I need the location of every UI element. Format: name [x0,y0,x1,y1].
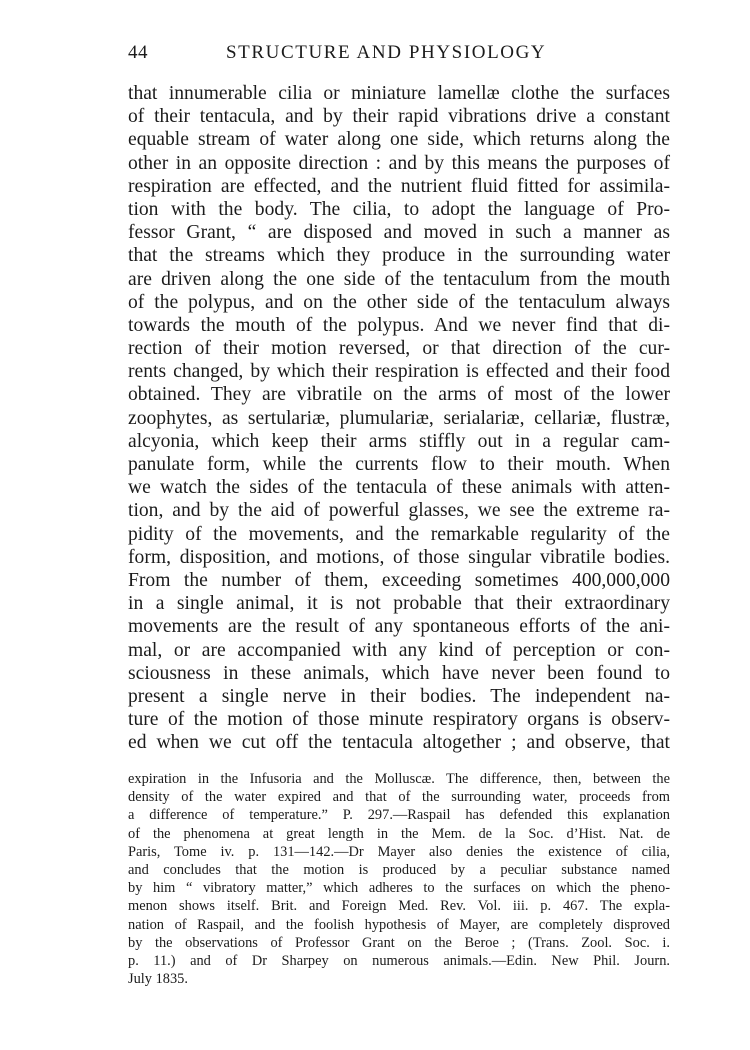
text-line: we watch the sides of the tentacula of these animals with atten- [128,477,670,499]
text-line: tion with the body. The cilia, to adopt the language of Pro- [128,198,670,220]
text-line: equable stream of water along one side, which returns along the [128,129,670,151]
footnote-line: nation of Raspail, and the foolish hypothesis of Mayer, are completely disproved [128,916,670,933]
text-line: tion, and by the aid of powerful glasses, we see the extreme ra- [128,500,670,522]
footnote-line: menon shows itself. Brit. and Foreign Med. Rev. Vol. iii. p. 467. The expla- [128,898,670,915]
text-line: respiration are effected, and the nutrient fluid fitted for assimila- [128,175,670,197]
footnote-line: expiration in the Infusoria and the Molluscæ. The difference, then, between the [128,771,670,787]
footnote-line: and concludes that the motion is produced by a peculiar substance named [128,861,670,878]
text-line: From the number of them, exceeding sometimes 400,000,000 [128,569,670,591]
text-line: sciousness in these animals, which have never been found to [128,662,670,684]
footnote-line: by the observations of Professor Grant on the Beroe ; (Trans. Zool. Soc. i. [128,934,670,951]
text-line: towards the mouth of the polypus. And we never find that di- [128,314,670,336]
footnote-line: p. 11.) and of Dr Sharpey on numerous animals.—Edin. New Phil. Journ. [128,952,670,969]
footnote-line: of the phenomena at great length in the Mem. de la Soc. d’Hist. Nat. de [128,825,670,842]
text-line: rents changed, by which their respiration is effected and their food [128,361,670,383]
footnote-line: by him “ vibratory matter,” which adheres to the surfaces on which the pheno- [128,880,670,897]
text-line: movements are the result of any spontaneous efforts of the ani- [128,616,670,638]
text-line: of their tentacula, and by their rapid vibrations drive a constant [128,106,670,128]
footnote-line: density of the water expired and that of the surrounding water, proceeds from [128,789,670,806]
text-line: rection of their motion reversed, or that direction of the cur- [128,338,670,360]
text-line: mal, or are accompanied with any kind of perception or con- [128,639,670,661]
text-line: pidity of the movements, and the remarkable regularity of the [128,523,670,545]
footnote-line: July 1835. [128,971,188,988]
footnote-line: Paris, Tome iv. p. 131—142.—Dr Mayer also denies the existence of cilia, [128,843,670,860]
running-title: STRUCTURE AND PHYSIOLOGY [226,42,547,63]
footnote-line: a difference of temperature.” P. 297.—Raspail has defended this explanation [128,807,670,824]
text-line: alcyonia, which keep their arms stiffly out in a regular cam- [128,430,670,452]
text-line: present a single nerve in their bodies. The independent na- [128,685,670,707]
text-line: that the streams which they produce in the surrounding water [128,245,670,267]
text-line: that innumerable cilia or miniature lamellæ clothe the surfaces [128,83,670,104]
text-line: of the polypus, and on the other side of the tentaculum always [128,291,670,313]
page-header [128,40,670,70]
text-line: are driven along the one side of the tentaculum from the mouth [128,268,670,290]
footnote [128,770,670,988]
text-line: other in an opposite direction : and by this means the purposes of [128,152,670,174]
main-text [128,82,670,754]
text-line: form, disposition, and motions, of those singular vibratile bodies. [128,546,670,568]
text-line: ture of the motion of those minute respiratory organs is observ- [128,709,670,731]
text-line: zoophytes, as sertulariæ, plumulariæ, serialariæ, cellariæ, flustræ, [128,407,670,429]
text-line: in a single animal, it is not probable that their extraordinary [128,593,670,615]
page-number: 44 [128,42,148,63]
text-line: obtained. They are vibratile on the arms of most of the lower [128,384,670,406]
text-line: ed when we cut off the tentacula altogether ; and observe, that [128,732,670,754]
text-line: fessor Grant, “ are disposed and moved in such a manner as [128,222,670,244]
text-line: panulate form, while the currents flow to their mouth. When [128,454,670,475]
